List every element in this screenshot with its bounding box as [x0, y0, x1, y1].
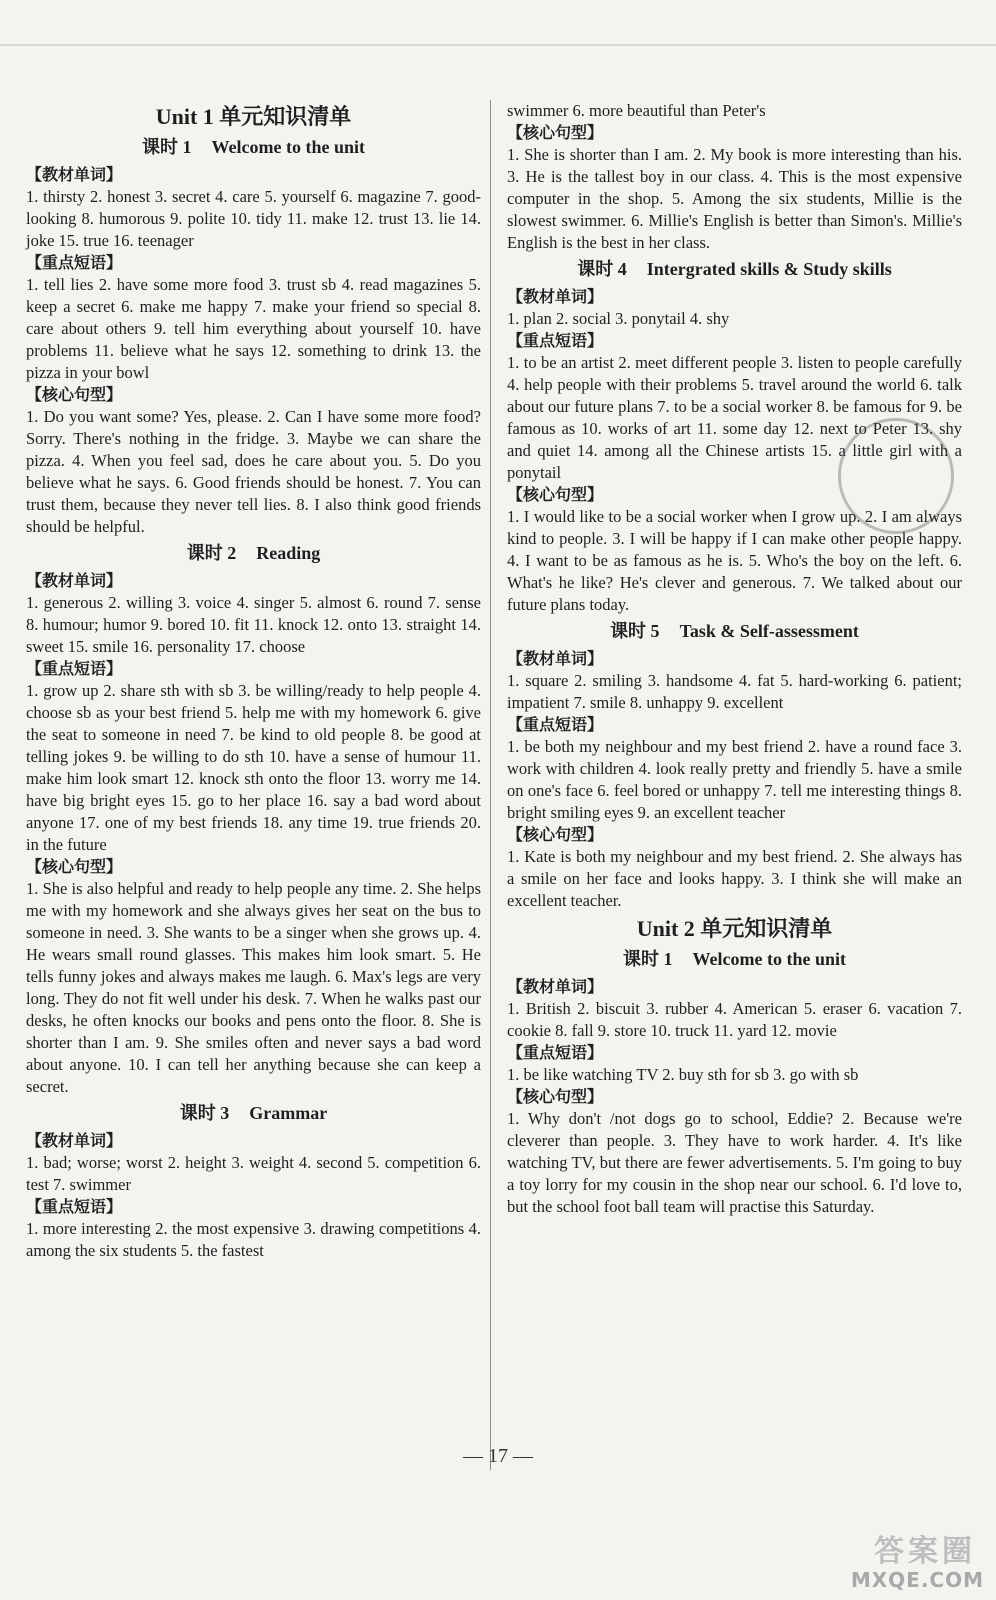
section-heading: 【重点短语】: [26, 1197, 123, 1216]
lesson-name: Welcome to the unit: [211, 137, 365, 157]
right-column: [507, 100, 962, 1218]
lesson-number: 课时 3: [179, 1103, 230, 1123]
answer-paragraph: 1. square 2. smiling 3. handsome 4. fat 5. hard-working 6. patient; impatient 7. smile 8. unhappy 9. excellent: [507, 671, 962, 712]
left-column: [26, 100, 481, 1262]
answer-paragraph: 1. I would like to be a social worker when I grow up. 2. I am always kind to people. 3. I will be happy if I can make other people happy. 4. I want to be as famous as he is. 5. Who's the boy on the left. 6. What's he like? He's clever and generous. 7. We talked about our future plans today.: [507, 507, 962, 614]
unit-title: Unit 1 单元知识清单: [155, 104, 352, 129]
column-divider: [490, 100, 491, 1470]
answer-paragraph: 1. Kate is both my neighbour and my best friend. 2. She always has a smile on her face and looks happy. 3. I think she will make an excellent teacher.: [507, 847, 962, 910]
lesson-number: 课时 4: [577, 259, 627, 279]
lesson-number: 课时 5: [610, 621, 660, 641]
section-heading: 【核心句型】: [507, 1087, 604, 1106]
answer-paragraph: 1. be like watching TV 2. buy sth for sb 3. go with sb: [507, 1065, 859, 1084]
answer-paragraph: 1. tell lies 2. have some more food 3. trust sb 4. read magazines 5. keep a secret 6. make me happy 7. make your friend so special 8. care about others 9. tell him everything about yourself 10. have problems 11. believe what he says 12. something to drink 13. the pizza in your bowl: [26, 275, 481, 382]
unit-title: Unit 2 单元知识清单: [636, 916, 833, 941]
answer-paragraph: 1. generous 2. willing 3. voice 4. singer 5. almost 6. round 7. sense 8. humour; humor 9. bored 10. fit 11. knock 12. onto 13. straight 14. sweet 15. smile 16. personality 17. choose: [26, 593, 481, 656]
lesson-name: Intergrated skills & Study skills: [646, 259, 892, 279]
answer-paragraph: 1. thirsty 2. honest 3. secret 4. care 5. yourself 6. magazine 7. good-looking 8. humorous 9. polite 10. tidy 11. make 12. trust 13. lie 14. joke 15. true 16. teenager: [26, 187, 481, 250]
site-watermark: [824, 1530, 984, 1592]
section-heading: 【核心句型】: [507, 485, 604, 504]
lesson-name: Reading: [256, 543, 321, 563]
answer-paragraph: 1. Why don't /not dogs go to school, Eddie? 2. Because we're cleverer than people. 3. They have to work harder. 4. It's like watching TV, but there are fewer advertisements. 5. I'm going to buy a toy lorry for my cousin in the shop near our school. 6. I'd love to, but the school foot ball team will practise this Saturday.: [507, 1109, 962, 1216]
answer-paragraph: 1. Do you want some? Yes, please. 2. Can I have some more food? Sorry. There's nothing in the fridge. 3. Maybe we can share the pizza. 4. When you feel sad, does he care about you. 5. Do you believe what he says. 6. Good friends should be honest. 7. You can trust them, because they never tell lies. 8. I also think good friends should be helpful.: [26, 407, 481, 536]
lesson-name: Task & Self-assessment: [679, 621, 859, 641]
section-heading: 【重点短语】: [507, 331, 604, 350]
lesson-number: 课时 1: [142, 137, 192, 157]
lesson-title: [26, 540, 481, 566]
section-heading: 【重点短语】: [507, 1043, 604, 1062]
answer-paragraph: 1. more interesting 2. the most expensive 3. drawing competitions 4. among the six students 5. the fastest: [26, 1219, 481, 1260]
section-heading: 【教材单词】: [507, 649, 604, 668]
section-heading: 【教材单词】: [26, 165, 123, 184]
page-number: — 17 —: [463, 1445, 533, 1467]
answer-paragraph: 1. She is shorter than I am. 2. My book is more interesting than his. 3. He is the tallest boy in our class. 4. This is the most expensive computer in the shop. 5. Among the six students, Millie is the slowest swimmer. 6. Millie's English is better than Simon's. Millie's English is the best in her class.: [507, 145, 962, 252]
lesson-number: 课时 2: [186, 543, 237, 563]
answer-paragraph: 1. plan 2. social 3. ponytail 4. shy: [507, 309, 730, 328]
answer-paragraph: 1. to be an artist 2. meet different people 3. listen to people carefully 4. help people with their problems 5. travel around the world 6. talk about our future plans 7. to be a social worker 8. be famous for 9. be famous as 10. works of art 11. some day 12. next to Peter 13. shy and quiet 14. among all the Chinese artists 15. a little girl with a ponytail: [507, 353, 962, 482]
answer-paragraph: 1. She is also helpful and ready to help people any time. 2. She helps me with my homework and she always gives her seat on the bus to someone in need. 3. She wants to be a singer when she grows up. 4. He wears small round glasses. This makes him look smart. 5. He tells funny jokes and always makes me laugh. 6. Max's legs are very long. They do not fit well under his desk. 7. When he walks past our desks, he often knocks our books and pens onto the floor. 8. She is shorter than I am. 9. She smiles often and never says a bad word about anyone. 10. I can tell her anything because she can keep a secret.: [26, 879, 481, 1096]
watermark-text: MXQE.COM: [850, 1568, 984, 1592]
watermark-cn: 答案圈: [874, 1535, 976, 1568]
section-heading: 【核心句型】: [507, 825, 604, 844]
top-rule: [0, 44, 996, 46]
section-heading: 【教材单词】: [507, 287, 604, 306]
library-stamp-icon: [838, 418, 954, 534]
answer-paragraph: 1. British 2. biscuit 3. rubber 4. American 5. eraser 6. vacation 7. cookie 8. fall 9. store 10. truck 11. yard 12. movie: [507, 999, 962, 1040]
section-heading: 【重点短语】: [26, 659, 123, 678]
lesson-title: [507, 256, 962, 282]
answer-paragraph: 1. grow up 2. share sth with sb 3. be willing/ready to help people 4. choose sb as your best friend 5. help me with my homework 6. give the seat to someone in need 7. be kind to old people 8. be good at telling jokes 9. be willing to do sth 10. have a sense of humour 11. make him look smart 12. knock sth onto the floor 13. worry me 14. have big bright eyes 15. go to her place 16. say a bad word about anyone 17. one of my best friends 18. any time 19. true friends 20. in the future: [26, 681, 481, 854]
lesson-title: [507, 946, 962, 972]
lesson-title: [26, 134, 481, 160]
lesson-number: 课时 1: [623, 949, 673, 969]
lesson-title: [26, 1100, 481, 1126]
lesson-name: Welcome to the unit: [692, 949, 846, 969]
answer-paragraph: swimmer 6. more beautiful than Peter's: [507, 101, 766, 120]
section-heading: 【教材单词】: [26, 1131, 123, 1150]
section-heading: 【重点短语】: [507, 715, 604, 734]
answer-paragraph: 1. be both my neighbour and my best friend 2. have a round face 3. work with children 4. look really pretty and friendly 5. have a smile on one's face 6. feel bored or unhappy 7. tell me interesting things 8. bright smiling eyes 9. an excellent teacher: [507, 737, 962, 822]
section-heading: 【核心句型】: [26, 857, 123, 876]
section-heading: 【核心句型】: [507, 123, 604, 142]
section-heading: 【教材单词】: [507, 977, 604, 996]
answer-paragraph: 1. bad; worse; worst 2. height 3. weight 4. second 5. competition 6. test 7. swimmer: [26, 1153, 481, 1194]
section-heading: 【重点短语】: [26, 253, 123, 272]
lesson-title: [507, 618, 962, 644]
lesson-name: Grammar: [249, 1103, 328, 1123]
section-heading: 【核心句型】: [26, 385, 123, 404]
section-heading: 【教材单词】: [26, 571, 123, 590]
